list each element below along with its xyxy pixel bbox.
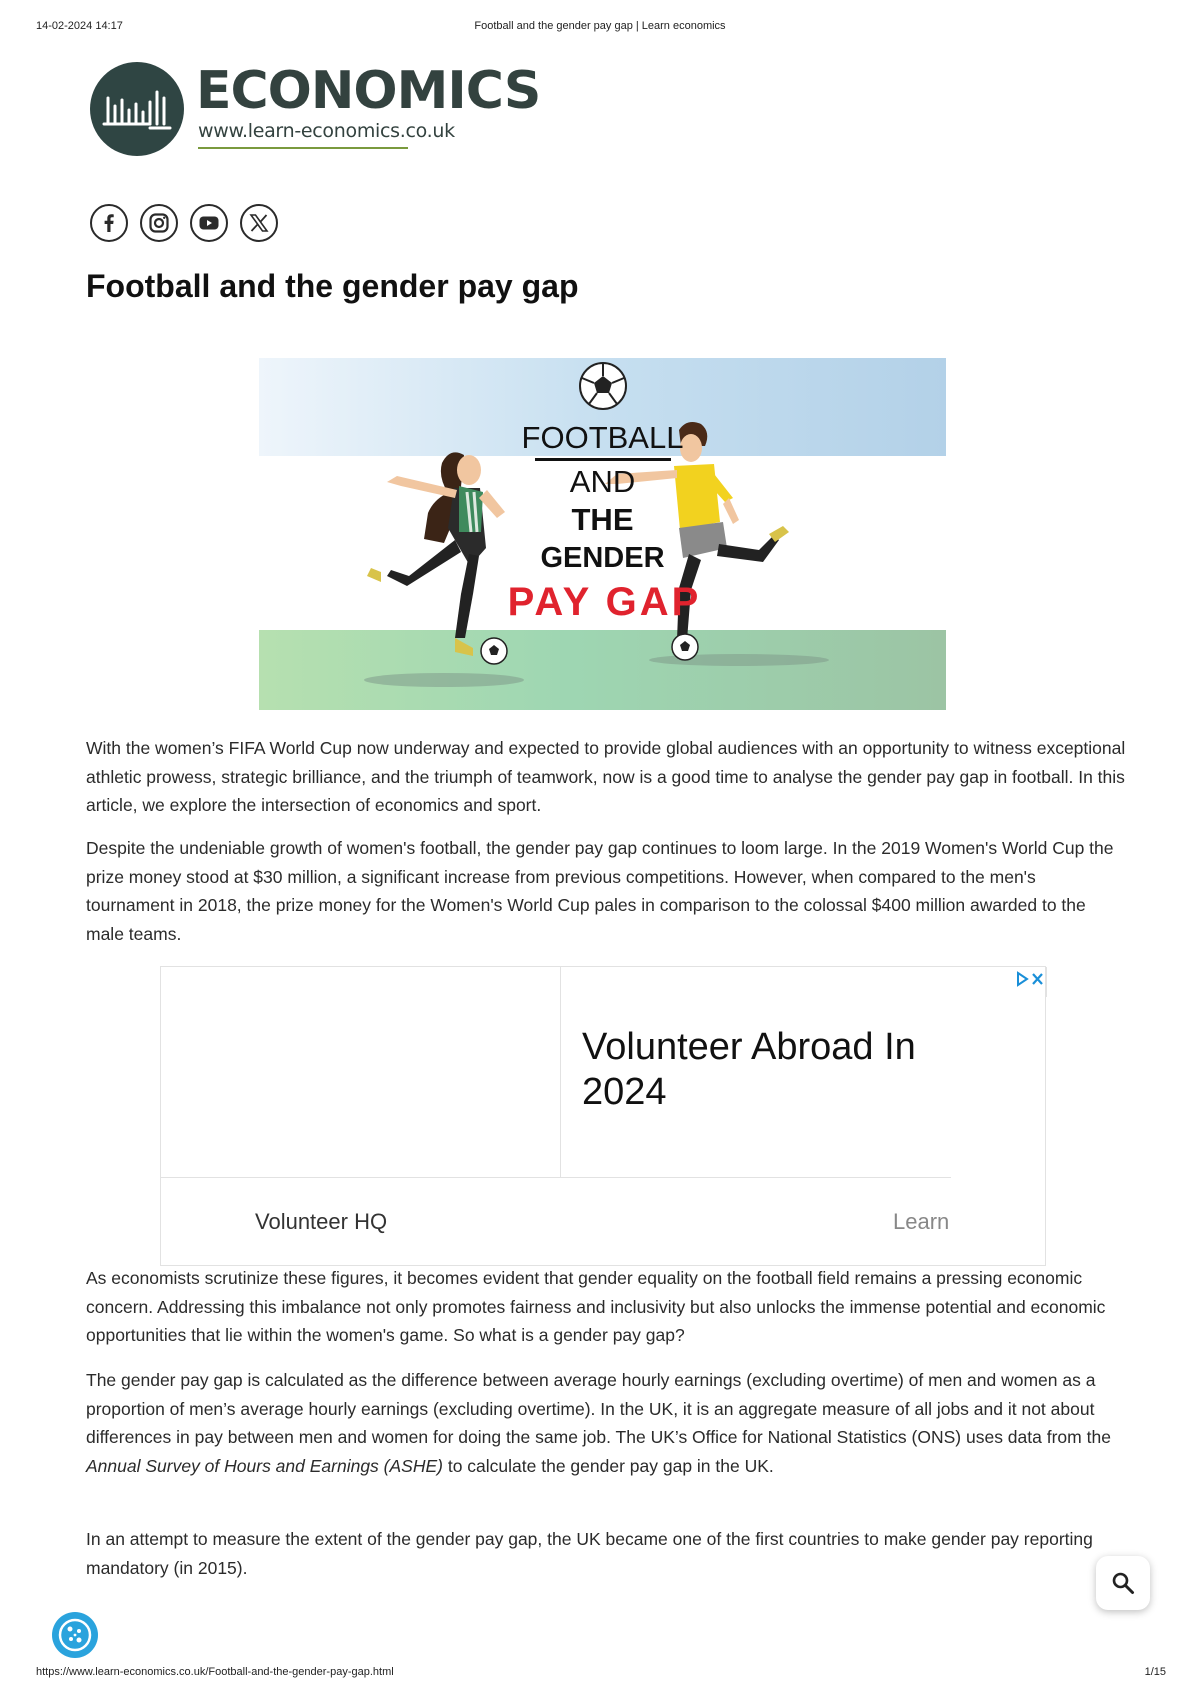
ashe-reference: Annual Survey of Hours and Earnings (ASHE) [86,1455,443,1476]
hero-underline [535,458,671,461]
x-icon[interactable] [240,204,278,242]
paragraph-prize-money: Despite the undeniable growth of women's football, the gender pay gap continues to loom large. In the 2019 Women's World Cup the prize money stood at $30 million, a significant increase from previous competitions. However, when compared to the men's tournament in 2018, the prize money for the Women's World Cup pales in comparison to the colossal $400 million awarded to the male teams. [86,838,1114,944]
print-page-title: Football and the gender pay gap | Learn economics [474,20,726,32]
youtube-icon[interactable] [190,204,228,242]
adchoices-icon[interactable] [1018,973,1027,985]
search-icon [1111,1571,1135,1595]
print-footer [0,1666,1200,1682]
cookie-icon [56,1616,94,1654]
paragraph-economists: As economists scrutinize these figures, it becomes evident that gender equality on the football field remains a pressing economic concern. Addressing this imbalance not only promotes fairness and inclusivity but also unlocks the immense potential and economic opportunities that lie within the women's game. So what is a gender pay gap? [86,1268,1106,1345]
close-icon[interactable] [1033,974,1042,984]
paragraph-reporting: In an attempt to measure the extent of the gender pay gap, the UK became one of the first countries to make gender pay reporting mandatory (in 2015). [86,1529,1093,1578]
print-datetime: 14-02-2024 14:17 [36,20,123,32]
paragraph-definition: The gender pay gap is calculated as the difference between average hourly earnings (excluding overtime) of men and women as a proportion of men’s average hourly earnings (excluding overtime). In the UK, it is an aggregate measure of all jobs and it not about differences in pay between men and women for doing the same job. The UK’s Office for National Statistics (ONS) uses data from the Annual Survey of Hours and Earnings (ASHE) to calculate the gender pay gap in the UK. [86,1370,1111,1476]
logo-underline [198,147,408,149]
ad-sponsor[interactable]: Volunteer HQ [255,1209,388,1234]
article-title: Football and the gender pay gap [86,268,579,304]
print-header [0,20,1200,36]
search-button[interactable] [1096,1556,1150,1610]
hero-line-the: THE [571,502,634,537]
logo-bars-icon [90,62,184,156]
logo-url: www.learn-economics.co.uk [198,120,455,142]
football-icon [580,363,626,409]
hero-line-pay-gap: PAY GAP [507,580,702,624]
site-logo[interactable] [90,60,541,160]
instagram-icon[interactable] [140,204,178,242]
hero-line-gender: GENDER [540,542,665,574]
advertisement[interactable] [160,966,1046,1266]
hero-image [259,358,946,710]
paragraph-intro: With the women’s FIFA World Cup now underway and expected to provide global audiences with an opportunity to witness exceptional athletic prowess, strategic brilliance, and the triumph of teamwork, now is a good time to analyse the gender pay gap in football. In this article, we explore the intersection of economics and sport. [86,738,1126,815]
hero-line-and: AND [569,464,636,499]
ad-image-area[interactable] [161,967,561,1177]
hero-line-football: FOOTBALL [521,420,684,455]
cookie-settings-button[interactable] [52,1612,98,1658]
print-url: https://www.learn-economics.co.uk/Football-and-the-gender-pay-gap.html [36,1666,394,1678]
print-page-number: 1/15 [1144,1666,1166,1678]
facebook-icon[interactable] [90,204,128,242]
logo-wordmark: ECONOMICS [196,61,541,121]
ad-headline[interactable]: Volunteer Abroad In 2024 [582,1026,916,1113]
ad-cta-button[interactable]: Learn [893,1209,950,1234]
